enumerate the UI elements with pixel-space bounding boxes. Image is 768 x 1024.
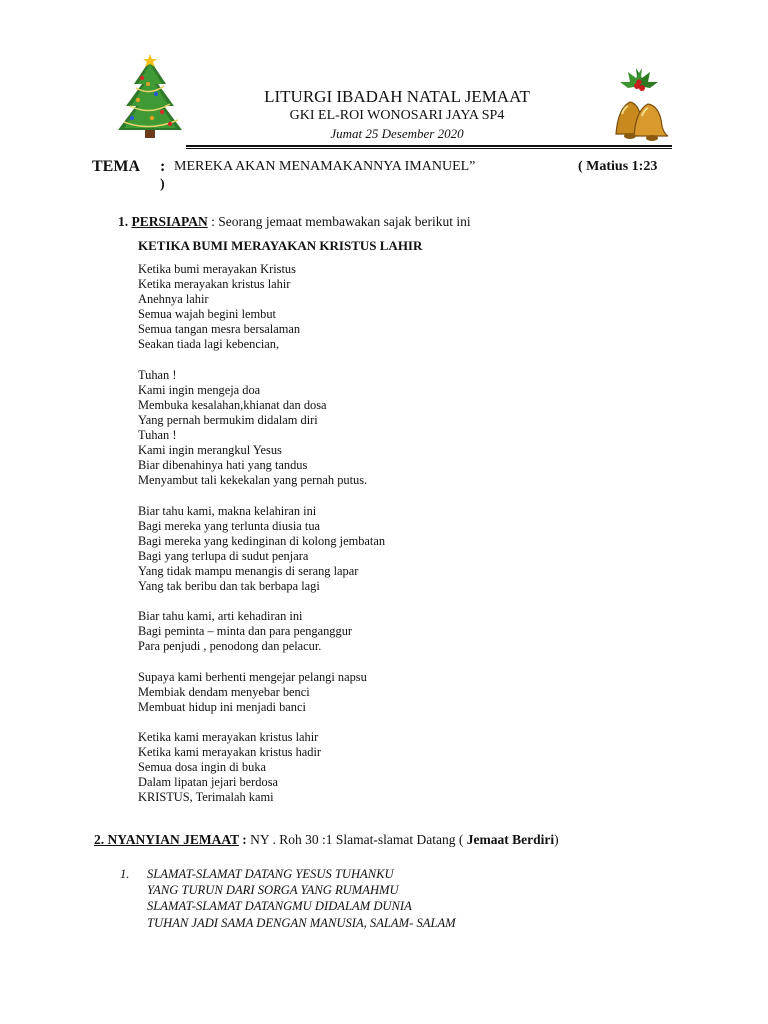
section-persiapan — [118, 214, 471, 230]
stanza-break — [138, 353, 385, 368]
poem-line: Kami ingin merangkul Yesus — [138, 443, 282, 458]
poem-title: KETIKA BUMI MERAYAKAN KRISTUS LAHIR — [138, 238, 423, 253]
verse-line: TUHAN JADI SAMA DENGAN MANUSIA, SALAM- SALAM — [147, 915, 456, 930]
section-instruction: Jemaat Berdiri — [466, 832, 555, 847]
poem-line: Tuhan ! — [138, 428, 177, 443]
poem-line: Para penjudi , penodong dan pelacur. — [138, 639, 322, 654]
poem-line: Ketika merayakan kristus lahir — [138, 277, 291, 292]
verse-number: 1. — [120, 867, 130, 881]
poem-line: Bagi yang terlupa di sudut penjara — [138, 548, 309, 563]
poem-line: Bagi mereka yang terlunta diusia tua — [138, 518, 321, 533]
poem-line: Membuat hidup ini menjadi banci — [138, 699, 306, 714]
poem-line: Yang pernah bermukim didalam diri — [138, 412, 318, 427]
verse-line: SLAMAT-SLAMAT DATANG YESUS TUHANKU — [147, 867, 394, 881]
section-heading: 2. NYANYIAN JEMAAT — [94, 832, 239, 847]
section-colon: : — [207, 214, 215, 229]
poem-line: Supaya kami berhenti mengejar pelangi napsu — [138, 669, 367, 684]
tema-colon: : — [160, 158, 166, 175]
section-text: NY . Roh 30 :1 Slamat-slamat Datang ( — [246, 832, 467, 847]
section-nyanyian — [94, 832, 559, 848]
poem-line: Membiak dendam menyebar benci — [138, 684, 310, 699]
section-text: Seorang jemaat membawakan sajak berikut ini — [214, 214, 471, 229]
verse-line: SLAMAT-SLAMAT DATANGMU DIDALAM DUNIA — [147, 899, 412, 914]
tema-text: MEREKA AKAN MENAMAKANNYA IMANUEL” — [174, 159, 476, 174]
poem-line: Semua tangan mesra bersalaman — [138, 322, 301, 337]
church-name: GKI EL-ROI WONOSARI JAYA SP4 — [289, 108, 505, 123]
document-date: Jumat 25 Desember 2020 — [330, 126, 464, 141]
poem-line: Bagi peminta – minta dan para penganggur — [138, 624, 353, 639]
section-heading: PERSIAPAN — [131, 214, 208, 229]
poem-line: Semua dosa ingin di buka — [138, 760, 267, 775]
tema-reference: ( Matius 1:23 — [578, 159, 658, 174]
verse-line: YANG TURUN DARI SORGA YANG RUMAHMU — [147, 883, 399, 898]
poem-body — [138, 262, 385, 805]
poem-line: Biar tahu kami, arti kehadiran ini — [138, 609, 303, 624]
tema-label: TEMA — [92, 158, 140, 175]
header-divider — [186, 145, 672, 147]
poem-line: Tuhan ! — [138, 367, 177, 382]
poem-line: Biar tahu kami, makna kelahiran ini — [138, 503, 317, 518]
poem-line: Anehnya lahir — [138, 292, 209, 307]
poem-line: Yang tidak mampu menangis di serang lapar — [138, 563, 359, 578]
poem-line: Yang tak beribu dan tak berbapa lagi — [138, 578, 320, 593]
stanza-break — [138, 654, 385, 669]
section-colon: : — [238, 832, 247, 847]
stanza-break — [138, 488, 385, 503]
poem-line: Bagi mereka yang kedinginan di kolong jembatan — [138, 533, 386, 548]
poem-line: Ketika kami merayakan kristus hadir — [138, 745, 322, 759]
poem-line: Seakan tiada lagi kebencian, — [138, 337, 280, 352]
poem-line: Membuka kesalahan,khianat dan dosa — [138, 397, 327, 412]
poem-line: Biar dibenahinya hati yang tandus — [138, 458, 308, 473]
section-number: 1. — [118, 214, 129, 229]
song-verse — [120, 866, 456, 931]
document-title: LITURGI IBADAH NATAL JEMAAT — [264, 87, 530, 106]
poem-line: Ketika bumi merayakan Kristus — [138, 262, 296, 276]
poem-line: Menyambut tali kekekalan yang pernah putus. — [138, 473, 368, 488]
tema-closing: ) — [160, 177, 165, 192]
header-divider-thin — [186, 148, 672, 149]
christmas-tree-image — [112, 54, 188, 140]
stanza-break — [138, 715, 385, 730]
poem-line: Kami ingin mengeja doa — [138, 382, 261, 397]
poem-line: KRISTUS, Terimalah kami — [138, 790, 274, 805]
christmas-bells-image — [606, 64, 672, 142]
poem-line: Dalam lipatan jejari berdosa — [138, 775, 279, 790]
verse-lines — [147, 866, 456, 931]
poem-line: Semua wajah begini lembut — [138, 307, 276, 322]
stanza-break — [138, 594, 385, 609]
section-close: ) — [554, 832, 559, 847]
poem-line: Ketika kami merayakan kristus lahir — [138, 729, 319, 744]
